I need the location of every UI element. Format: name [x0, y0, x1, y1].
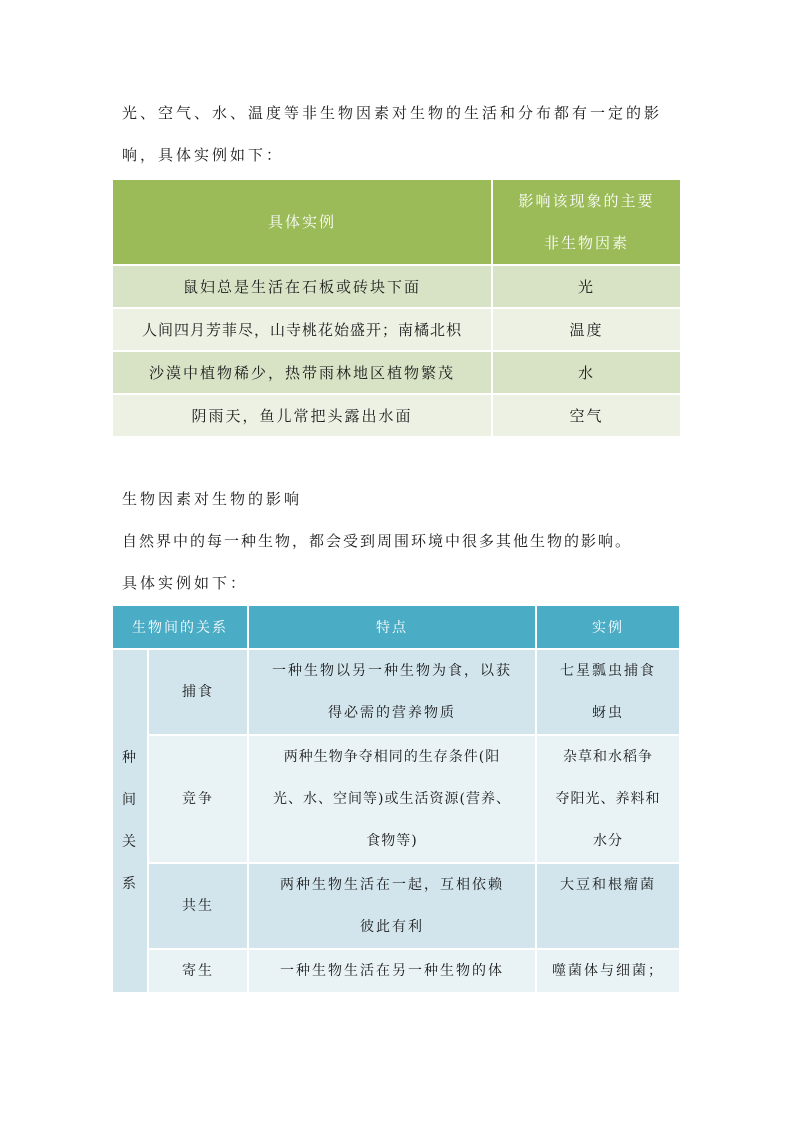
cell-example: 鼠妇总是生活在石板或砖块下面 — [113, 265, 492, 308]
header-example: 实例 — [536, 606, 680, 649]
table-row — [113, 351, 680, 394]
cell-example: 阴雨天，鱼儿常把头露出水面 — [113, 394, 492, 437]
table-header-row — [113, 606, 680, 649]
cell-feature: 两种生物争夺相同的生存条件(阳 光、水、空间等)或生活资源(营养、 食物等) — [248, 735, 536, 863]
cell-factor: 温度 — [492, 308, 680, 351]
biotic-relations-table — [113, 606, 681, 994]
cell-example: 沙漠中植物稀少，热带雨林地区植物繁茂 — [113, 351, 492, 394]
intro-line-1: 光、空气、水、温度等非生物因素对生物的生活和分布都有一定的影 — [122, 104, 663, 122]
table-row — [113, 649, 680, 735]
table-header-row — [113, 180, 680, 265]
cell-example: 大豆和根瘤菌 — [536, 863, 680, 949]
table-row — [113, 394, 680, 437]
cell-feature: 一种生物生活在另一种生物的体 — [248, 949, 536, 993]
cell-feature: 两种生物生活在一起，互相依赖 彼此有利 — [248, 863, 536, 949]
cell-example: 杂草和水稻争 夺阳光、养料和 水分 — [536, 735, 680, 863]
section2-title: 生物因素对生物的影响 — [122, 490, 303, 508]
section2-line-1: 自然界中的每一种生物，都会受到周围环境中很多其他生物的影响。 — [122, 532, 633, 550]
table-row — [113, 735, 680, 863]
header-relation: 生物间的关系 — [113, 606, 248, 649]
cell-relation: 竞争 — [148, 735, 248, 863]
section2-paragraph — [122, 478, 682, 604]
abiotic-factors-table — [113, 180, 680, 438]
section2-line-2: 具体实例如下： — [122, 574, 249, 592]
table-row — [113, 863, 680, 949]
cell-feature: 一种生物以另一种生物为食，以获 得必需的营养物质 — [248, 649, 536, 735]
cell-example: 七星瓢虫捕食 蚜虫 — [536, 649, 680, 735]
cell-factor: 光 — [492, 265, 680, 308]
cell-relation: 共生 — [148, 863, 248, 949]
table-row — [113, 308, 680, 351]
intro-paragraph — [122, 92, 682, 176]
table-row — [113, 949, 680, 993]
cell-relation: 捕食 — [148, 649, 248, 735]
interspecific-label: 种 间 关 系 — [113, 649, 148, 993]
header-feature: 特点 — [248, 606, 536, 649]
cell-factor: 水 — [492, 351, 680, 394]
header-example: 具体实例 — [113, 180, 492, 265]
cell-example: 人间四月芳菲尽，山寺桃花始盛开；南橘北枳 — [113, 308, 492, 351]
cell-factor: 空气 — [492, 394, 680, 437]
table-row — [113, 265, 680, 308]
header-factor: 影响该现象的主要 非生物因素 — [492, 180, 680, 265]
intro-line-2: 响，具体实例如下： — [122, 146, 285, 164]
cell-relation: 寄生 — [148, 949, 248, 993]
cell-example: 噬菌体与细菌； — [536, 949, 680, 993]
